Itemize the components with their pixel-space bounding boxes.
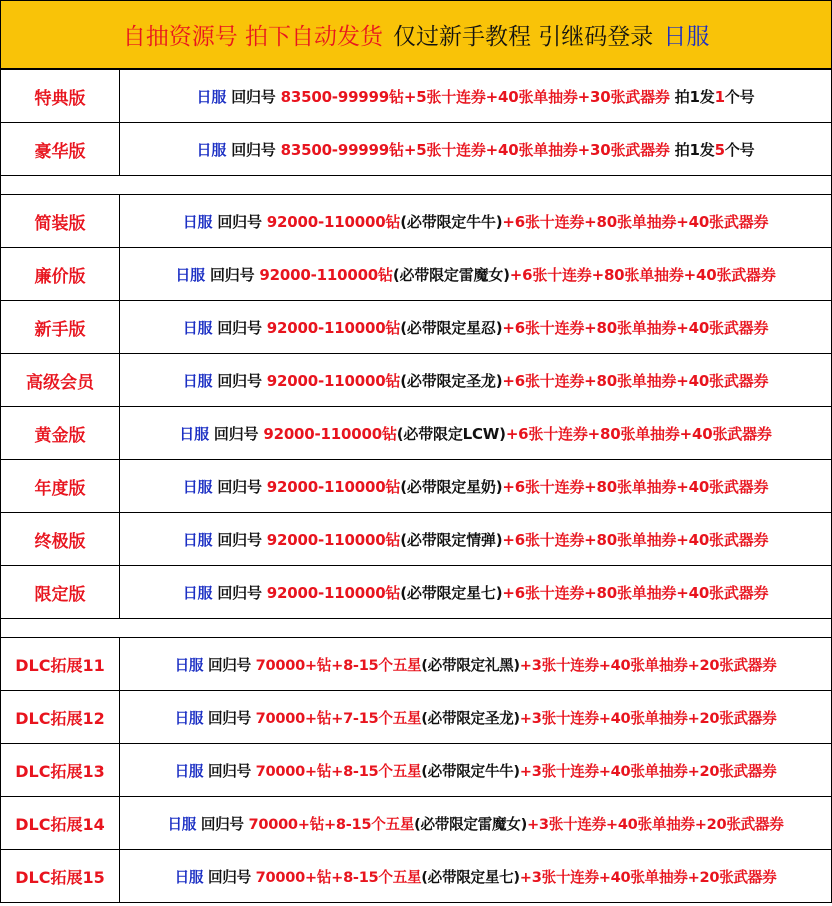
edition-description [120,70,832,123]
edition-name: 年度版 [1,460,120,513]
edition-name: 豪华版 [1,123,120,176]
server-label: 日服 [182,212,213,231]
ticket-bundle: +3张十连券+40张单抽券+20张武器券 [519,868,777,886]
limited-character: (必带限定牛牛) [421,762,520,780]
table-row [1,407,832,460]
edition-description [120,566,832,619]
diamond-range: 92000-110000钻 [263,424,397,443]
edition-description [120,513,832,566]
server-label: 日服 [182,371,213,390]
server-label: 日服 [179,424,209,443]
server-label: 日服 [174,709,204,727]
limited-character: (必带限定星忍) [400,318,503,337]
edition-description [120,301,832,354]
account-type: 回归号 [231,140,276,159]
account-type: 回归号 [213,424,259,443]
table-row [1,691,832,744]
limited-character: (必带限定情弹) [400,530,503,549]
diamond-range: 92000-110000钻 [266,371,401,390]
ticket-bundle: +3张十连券+40张单抽券+20张武器券 [526,815,784,833]
server-label: 日服 [167,815,197,833]
table-row [1,195,832,248]
edition-name: DLC拓展11 [1,638,120,691]
server-label: 日服 [182,583,213,602]
edition-name: DLC拓展14 [1,797,120,850]
table-row [1,301,832,354]
edition-description [120,691,832,744]
limited-character: (必带限定星七) [421,868,520,886]
divider-row [1,619,832,638]
limited-character: (必带限定雷魔女) [392,265,510,284]
edition-name: DLC拓展13 [1,744,120,797]
limited-character: (必带限定圣龙) [421,709,520,727]
account-type: 回归号 [207,656,251,674]
limited-character: (必带限定圣龙) [400,371,503,390]
resource-spec: 70000+钻+8-15个五星 [255,762,422,780]
ticket-bundle: +6张十连券+80张单抽券+40张武器券 [502,371,769,390]
limited-character: (必带限定LCW) [396,424,506,443]
limited-character: (必带限定星七) [400,583,503,602]
table-row [1,513,832,566]
table-row [1,744,832,797]
table-row [1,70,832,123]
resource-spec: 70000+钻+8-15个五星 [255,656,422,674]
resource-spec: 70000+钻+8-15个五星 [248,815,415,833]
ticket-bundle: +6张十连券+80张单抽券+40张武器券 [502,212,769,231]
edition-description [120,460,832,513]
account-type: 回归号 [217,477,262,496]
table-row [1,797,832,850]
account-type: 回归号 [209,265,255,284]
edition-description [120,195,832,248]
edition-description [120,407,832,460]
ticket-bundle: +6张十连券+80张单抽券+40张武器券 [502,477,769,496]
account-quantity: 5 [714,140,725,159]
limited-character: (必带限定星奶) [400,477,503,496]
ticket-bundle: +6张十连券+80张单抽券+40张武器券 [502,318,769,337]
divider-row [1,176,832,195]
edition-name: 限定版 [1,566,120,619]
edition-name: DLC拓展15 [1,850,120,903]
table-row [1,850,832,903]
account-type: 回归号 [217,530,262,549]
diamond-range: 92000-110000钻 [266,318,401,337]
table-row [1,123,832,176]
account-quantity: 1 [714,87,725,106]
account-type: 回归号 [231,87,276,106]
table-row [1,248,832,301]
table-row [1,566,832,619]
server-label: 日服 [174,656,204,674]
edition-description [120,638,832,691]
title-black-part: 仅过新手教程 引继码登录 [393,24,654,50]
title-blue-part: 日服 [663,24,710,50]
edition-description [120,744,832,797]
server-label: 日服 [196,87,227,106]
table-row [1,638,832,691]
server-label: 日服 [182,477,213,496]
diamond-range: 92000-110000钻 [266,583,401,602]
edition-name: 黄金版 [1,407,120,460]
ticket-bundle: +3张十连券+40张单抽券+20张武器券 [519,709,777,727]
account-type: 回归号 [217,318,262,337]
account-type: 回归号 [217,583,262,602]
order-unit: 个号 [724,140,755,159]
ticket-bundle: +6张十连券+80张单抽券+40张武器券 [509,265,776,284]
account-type: 回归号 [207,868,251,886]
diamond-range: 92000-110000钻 [266,477,401,496]
edition-name: 终极版 [1,513,120,566]
ticket-bundle: +3张十连券+40张单抽券+20张武器券 [519,656,777,674]
edition-name: 廉价版 [1,248,120,301]
server-label: 日服 [175,265,205,284]
account-type: 回归号 [207,762,251,780]
limited-character: (必带限定雷魔女) [414,815,527,833]
order-unit: 个号 [724,87,755,106]
divider [1,176,832,195]
page-title [0,0,832,69]
ticket-bundle: +6张十连券+80张单抽券+40张武器券 [502,530,769,549]
resource-spec: 83500-99999钻+5张十连券+40张单抽券+30张武器券 [280,87,670,106]
server-label: 日服 [174,762,204,780]
title-red-part: 自抽资源号 拍下自动发货 [122,24,383,50]
diamond-range: 92000-110000钻 [266,530,401,549]
edition-name: 新手版 [1,301,120,354]
edition-name: 高级会员 [1,354,120,407]
edition-description [120,123,832,176]
divider [1,619,832,638]
account-type: 回归号 [200,815,244,833]
edition-description [120,797,832,850]
account-type: 回归号 [217,371,262,390]
table-row [1,354,832,407]
edition-description [120,248,832,301]
edition-description [120,354,832,407]
diamond-range: 92000-110000钻 [259,265,393,284]
server-label: 日服 [182,318,213,337]
limited-character: (必带限定牛牛) [400,212,503,231]
edition-description [120,850,832,903]
product-table [0,69,832,903]
edition-name: 特典版 [1,70,120,123]
resource-spec: 70000+钻+7-15个五星 [255,709,422,727]
limited-character: (必带限定礼黑) [421,656,520,674]
order-text: 拍1发 [674,87,715,106]
server-label: 日服 [174,868,204,886]
diamond-range: 92000-110000钻 [266,212,401,231]
order-text: 拍1发 [674,140,715,159]
table-row [1,460,832,513]
edition-name: 简装版 [1,195,120,248]
resource-spec: 83500-99999钻+5张十连券+40张单抽券+30张武器券 [280,140,670,159]
server-label: 日服 [182,530,213,549]
ticket-bundle: +3张十连券+40张单抽券+20张武器券 [519,762,777,780]
ticket-bundle: +6张十连券+80张单抽券+40张武器券 [505,424,772,443]
ticket-bundle: +6张十连券+80张单抽券+40张武器券 [502,583,769,602]
resource-spec: 70000+钻+8-15个五星 [255,868,422,886]
account-type: 回归号 [217,212,262,231]
server-label: 日服 [196,140,227,159]
account-type: 回归号 [207,709,251,727]
edition-name: DLC拓展12 [1,691,120,744]
